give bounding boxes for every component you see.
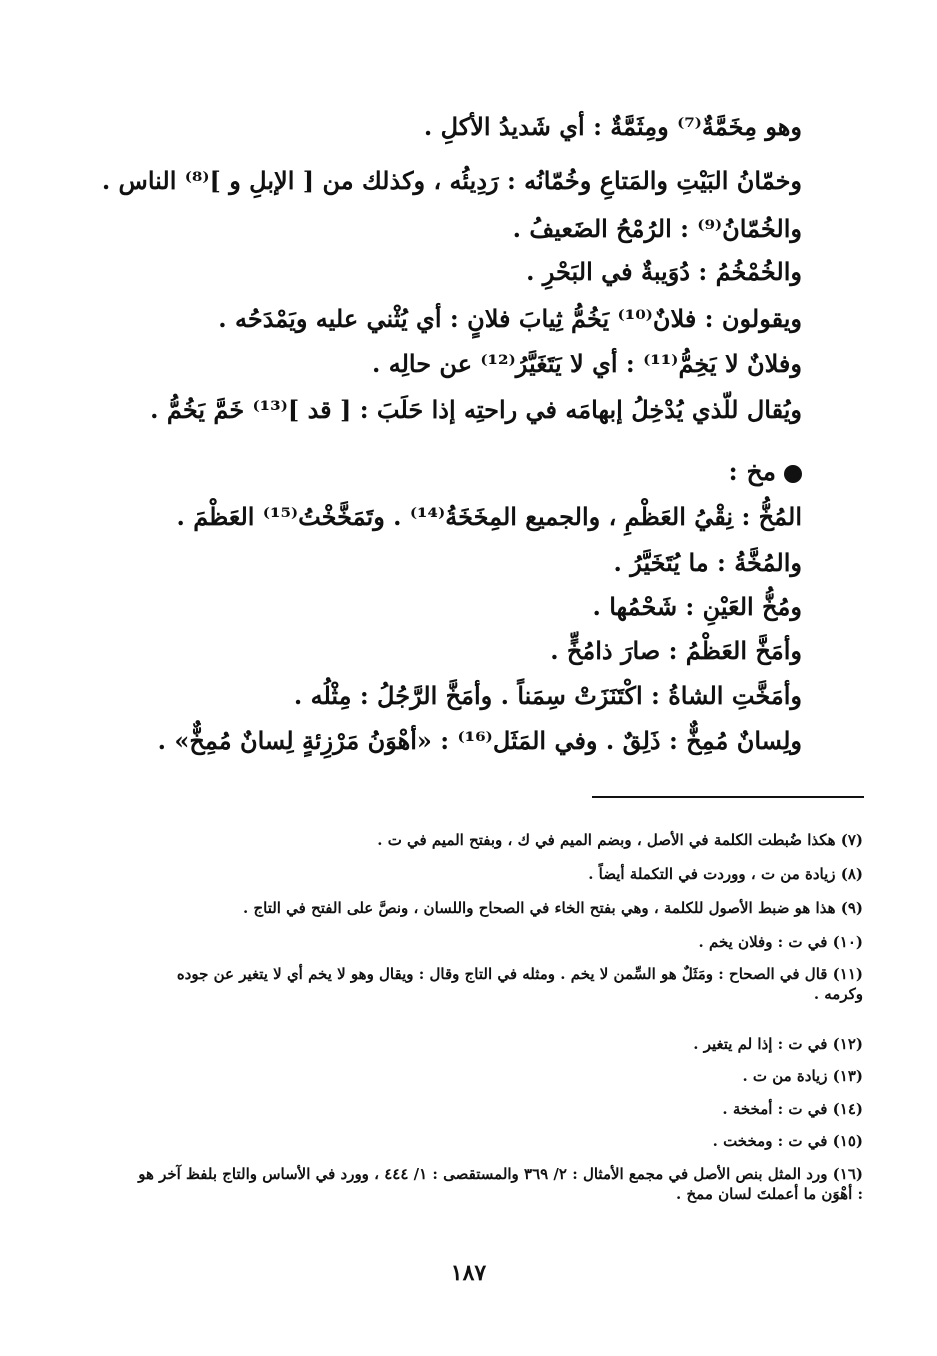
entry-line: والمُخَّةُ : ما يُتَخَيَّرُ . — [613, 548, 802, 577]
footnote: (٧) هكذا ضُبطت الكلمة في الأصل ، وبضم الميم في ك ، وبفتح الميم في ت . — [377, 831, 863, 849]
entry-line: ولِسانٌ مُمِخٌّ : ذَلِقٌ . وفي المَثَل⁽¹⁶⁾ : «أهْوَنُ مَرْزِئةٍ لِسانٌ مُمِخٌّ» . — [157, 726, 802, 755]
section-heading — [729, 454, 802, 489]
footnote: (١٤) في ت : أمخخة . — [722, 1100, 863, 1118]
footnote: (١٦) ورد المثل بنص الأصل في مجمع الأمثال : ٢/ ٣٦٩ والمستقصى : ١/ ٤٤٤ ، وورد في الأساس والتاج بلفظ آخر هو : أهْوَن ما أعملتَ لسان ممخ . — [138, 1165, 863, 1204]
entry-line: والخُمّانُ⁽⁹⁾ : الرُمْحُ الضَعيفُ . — [512, 214, 802, 243]
page-number: ١٨٧ — [450, 1260, 487, 1286]
bullet-icon — [784, 465, 802, 483]
footnote: (٨) زيادة من ت ، ووردت في التكملة أيضاً . — [588, 865, 863, 883]
footnote: (١٠) في ت : وفلان يخم . — [698, 933, 863, 951]
entry-line: والخُمْخُمُ : دُوَيبةٌ في البَحْرِ . — [526, 257, 802, 286]
entry-line: ويُقال للّذي يُدْخِلُ إبهامَه في راحتِه إذا حَلَبَ : [ قد ]⁽¹³⁾ خَمَّ يَخُمُّ . — [150, 395, 802, 424]
entry-line: ومُخُّ العَيْنِ : شَحْمُها . — [592, 592, 802, 621]
entry-line: وأمَخَّتِ الشاةُ : اكْتَنَزَتْ سِمَناً . وأمَخَّ الرَّجُلُ : مِثْلُه . — [293, 681, 802, 710]
footnote-divider — [592, 796, 864, 798]
footnote: (١٣) زيادة من ت . — [742, 1067, 863, 1085]
entry-line: وفلانٌ لا يَخِمُّ⁽¹¹⁾ : أي لا يَتَغَيَّرُ⁽¹²⁾ عن حالِه . — [372, 349, 802, 378]
footnote: (٩) هذا هو ضبط الأصول للكلمة ، وهي بفتح الخاء في الصحاح واللسان ، ونصَّ على الفتح في التاج . — [243, 899, 863, 917]
footnote: (١٥) في ت : ومخخت . — [712, 1132, 863, 1150]
footnote: (١١) قال في الصحاح : ومَثَلٌ هو السِّمن لا يخم . ومثله في التاج وقال : ويقال وهو لا يخم أي لا يتغير عن جوده وكرمه . — [176, 965, 863, 1004]
entry-line: وخمّانُ البَيْتِ والمَتاعِ وخُمّانُه : رَدِيئُه ، وكذلك من [ الإبلِ و ]⁽⁸⁾ الناس . — [101, 166, 802, 195]
entry-line: ويقولون : فلانٌ⁽¹⁰⁾ يَخُمُّ ثِيابَ فلانٍ : أي يُثْني عليه ويَمْدَحُه . — [218, 304, 802, 333]
entry-line: وأمَخَّ العَظْمُ : صارَ ذامُخٍّ . — [550, 636, 802, 665]
footnote: (١٢) في ت : إذا لم يتغير . — [693, 1035, 863, 1053]
section-heading-text: مخ : — [728, 457, 776, 486]
entry-line: وهو مِخَمَّةٌ⁽⁷⁾ ومِثَمَّةٌ : أي شَديدُ الأكلِ . — [423, 112, 802, 141]
entry-line: المُخُّ : نِقْيُ العَظْمِ ، والجميع المِخَخَةُ⁽¹⁴⁾ . وتَمَخَّخْتُ⁽¹⁵⁾ العَظْمَ . — [176, 502, 802, 531]
